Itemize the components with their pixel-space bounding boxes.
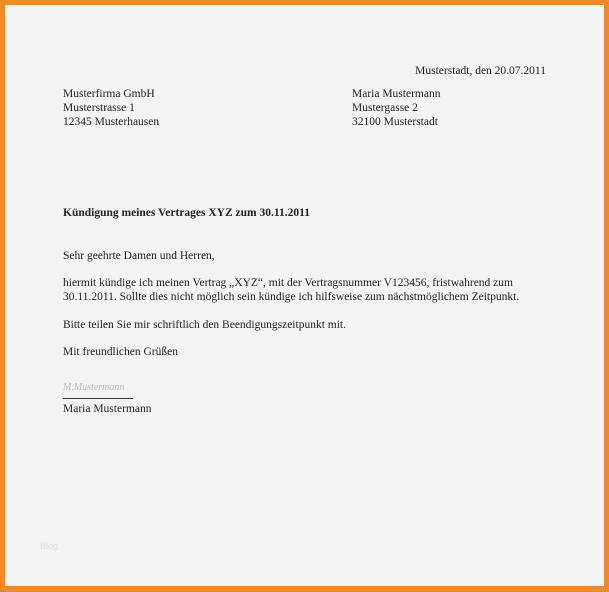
sender-name: Musterfirma GmbH	[63, 88, 155, 100]
body-paragraph-2: Bitte teilen Sie mir schriftlich den Beendigungszeitpunkt mit.	[63, 319, 346, 331]
date-line: Musterstadt, den 20.07.2011	[415, 65, 546, 77]
subject-line: Kündigung meines Vertrages XYZ zum 30.11.2011	[63, 207, 310, 219]
body-line-1: hiermit kündige ich meinen Vertrag „XYZ“, mit der Vertragsnummer V123456, fristwahrend zum	[63, 277, 513, 289]
sender-city: 12345 Musterhausen	[63, 116, 160, 128]
closing: Mit freundlichen Grüßen	[63, 346, 178, 358]
signature: M.Mustermann	[63, 382, 125, 393]
watermark: Blog	[40, 541, 59, 551]
recipient-name: Maria Mustermann	[352, 88, 441, 100]
signature-line	[63, 398, 133, 399]
recipient-city: 32100 Musterstadt	[352, 116, 438, 128]
signer-name: Maria Mustermann	[63, 403, 152, 415]
salutation: Sehr geehrte Damen und Herren,	[63, 250, 215, 262]
recipient-street: Mustergasse 2	[352, 102, 418, 114]
body-line-2: 30.11.2011. Sollte dies nicht möglich sein kündige ich hilfsweise zum nächstmöglichem Zeitpunkt.	[63, 291, 520, 303]
sender-street: Musterstrasse 1	[63, 102, 135, 114]
